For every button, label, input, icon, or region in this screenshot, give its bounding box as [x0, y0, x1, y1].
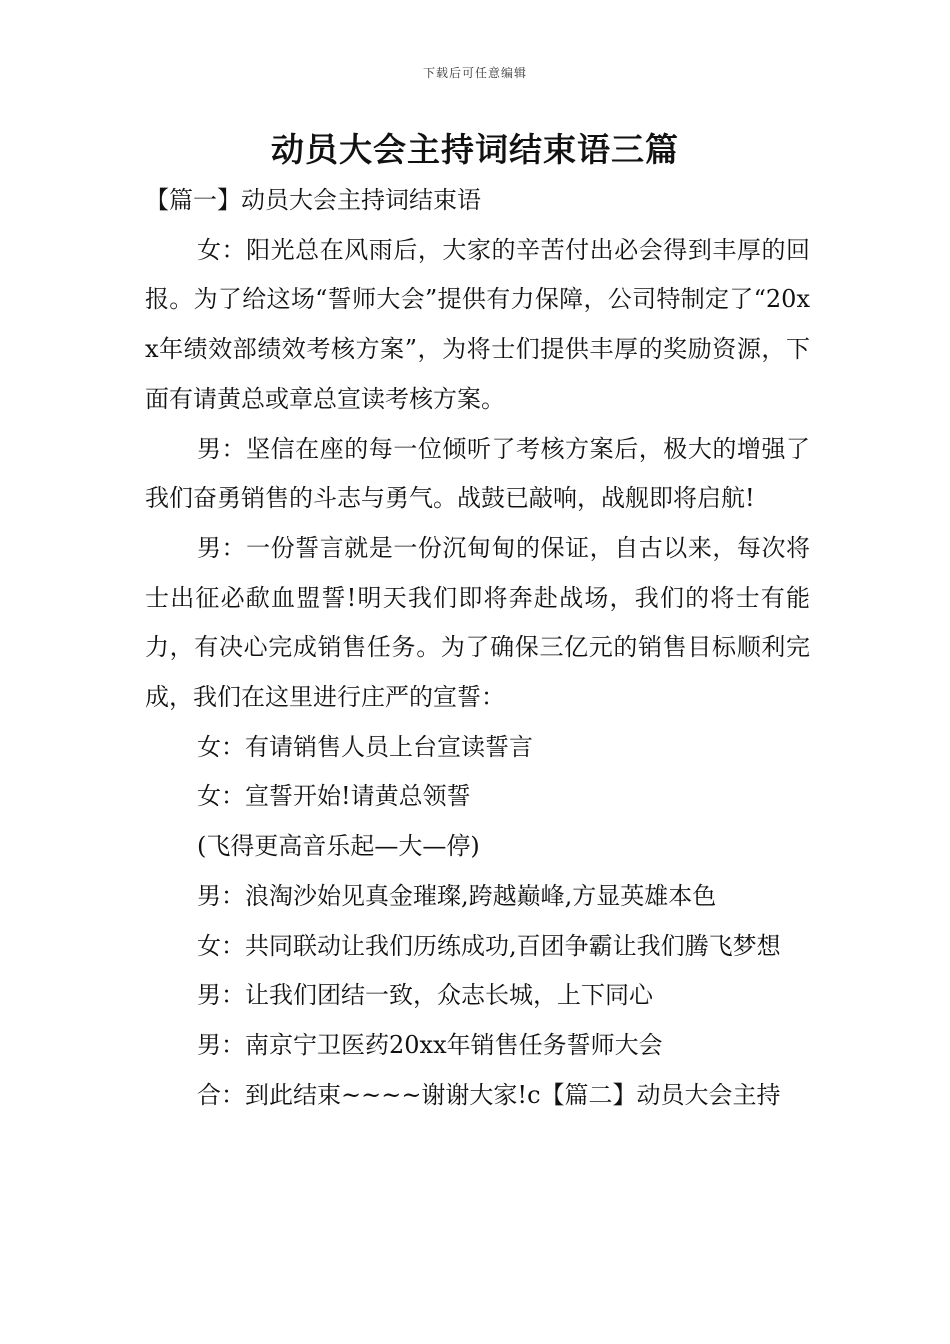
header-note: 下载后可任意编辑 [422, 66, 527, 80]
paragraph: 男：坚信在座的每一位倾听了考核方案后，极大的增强了我们奋勇销售的斗志与勇气。战鼓已敲响，战舰即将启航! [145, 434, 810, 513]
paragraph: 男：一份誓言就是一份沉甸甸的保证，自古以来，每次将士出征必歃血盟誓!明天我们即将奔赴战场，我们的将士有能力，有决心完成销售任务。为了确保三亿元的销售目标顺利完成，我们在这里进行庄严的宣誓： [145, 533, 810, 712]
document-body [145, 176, 810, 1120]
paragraph: 合：到此结束~~~~谢谢大家!c【篇二】动员大会主持 [197, 1080, 781, 1109]
paragraph: 女：有请销售人员上台宣读誓言 [197, 732, 533, 761]
paragraph: 男：南京宁卫医药20xx年销售任务誓师大会 [197, 1030, 663, 1059]
paragraph: 女：阳光总在风雨后，大家的辛苦付出必会得到丰厚的回报。为了给这场“誓师大会”提供有力保障，公司特制定了“20xx年绩效部绩效考核方案”，为将士们提供丰厚的奖励资源，下面有请黄总或章总宣读考核方案。 [145, 235, 810, 413]
paragraph: 女：宣誓开始!请黄总领誓 [197, 782, 471, 811]
document-title: 动员大会主持词结束语三篇 [271, 130, 679, 169]
paragraph: 男：让我们团结一致，众志长城，上下同心 [197, 981, 653, 1010]
paragraph: 女：共同联动让我们历练成功,百团争霸让我们腾飞梦想 [197, 931, 781, 960]
paragraph: (飞得更高音乐起—大—停) [197, 832, 480, 861]
section-heading: 【篇一】动员大会主持词结束语 [145, 186, 481, 214]
paragraph: 男：浪淘沙始见真金璀璨,跨越巅峰,方显英雄本色 [197, 881, 717, 910]
